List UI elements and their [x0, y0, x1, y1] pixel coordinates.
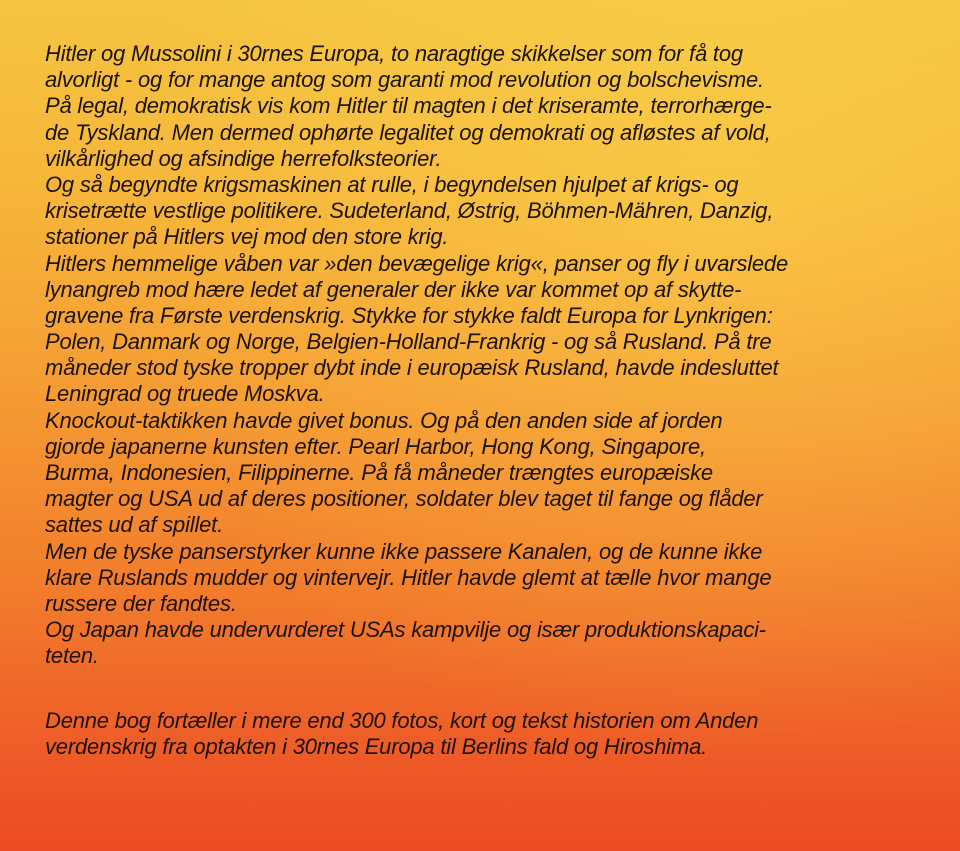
paragraph — [45, 172, 945, 251]
paragraph — [45, 708, 945, 760]
paragraph — [45, 617, 945, 669]
paragraph-gap — [45, 670, 945, 708]
text-line: På legal, demokratisk vis kom Hitler til magten i det kriseramte, terrorhærge- — [45, 93, 772, 119]
text-line: Denne bog fortæller i mere end 300 fotos, kort og tekst historien om Anden — [45, 707, 759, 733]
paragraph — [45, 408, 945, 539]
text-line: stationer på Hitlers vej mod den store krig. — [45, 224, 449, 250]
text-line: Og så begyndte krigsmaskinen at rulle, i begyndelsen hjulpet af krigs- og — [45, 171, 739, 197]
text-line: måneder stod tyske tropper dybt inde i europæisk Rusland, havde indesluttet — [45, 355, 779, 381]
text-line: gravene fra Første verdenskrig. Stykke for stykke faldt Europa for Lynkrigen: — [45, 302, 773, 328]
text-line: verdenskrig fra optakten i 30rnes Europa til Berlins fald og Hiroshima. — [45, 733, 708, 759]
text-line: Burma, Indonesien, Filippinerne. På få måneder trængtes europæiske — [45, 460, 713, 485]
paragraph — [45, 251, 945, 408]
text-line: Hitler og Mussolini i 30rnes Europa, to naragtige skikkelser som for få tog — [45, 41, 743, 66]
text-line: klare Ruslands mudder og vintervejr. Hitler havde glemt at tælle hvor mange — [45, 564, 772, 590]
text-line: Hitlers hemmelige våben var »den bevægelige krig«, panser og fly i uvarslede — [45, 250, 788, 276]
text-line: Og Japan havde undervurderet USAs kampvilje og især produktionskapaci- — [45, 617, 766, 643]
paragraph — [45, 93, 945, 172]
text-line: teten. — [45, 643, 99, 669]
back-cover-blurb — [45, 41, 945, 760]
paragraph — [45, 41, 945, 93]
text-line: Knockout-taktikken havde givet bonus. Og på den anden side af jorden — [45, 407, 723, 433]
paragraph — [45, 539, 945, 618]
text-line: de Tyskland. Men dermed ophørte legalitet og demokrati og afløstes af vold, — [45, 119, 771, 145]
text-line: russere der fandtes. — [45, 590, 237, 616]
text-line: Polen, Danmark og Norge, Belgien-Holland-Frankrig - og så Rusland. På tre — [45, 329, 772, 355]
text-line: Men de tyske panserstyrker kunne ikke passere Kanalen, og de kunne ikke — [45, 538, 763, 564]
text-line: lynangreb mod hære ledet af generaler der ikke var kommet op af skytte- — [45, 276, 742, 302]
text-line: sattes ud af spillet. — [45, 512, 224, 538]
text-line: magter og USA ud af deres positioner, soldater blev taget til fange og flåder — [45, 486, 763, 512]
text-line: gjorde japanerne kunsten efter. Pearl Harbor, Hong Kong, Singapore, — [45, 433, 706, 459]
text-line: krisetrætte vestlige politikere. Sudeterland, Østrig, Böhmen-Mähren, Danzig, — [45, 198, 774, 224]
text-line: vilkårlighed og afsindige herrefolksteorier. — [45, 145, 442, 171]
text-line: alvorligt - og for mange antog som garanti mod revolution og bolschevisme. — [45, 67, 764, 93]
text-line: Leningrad og truede Moskva. — [45, 381, 325, 407]
